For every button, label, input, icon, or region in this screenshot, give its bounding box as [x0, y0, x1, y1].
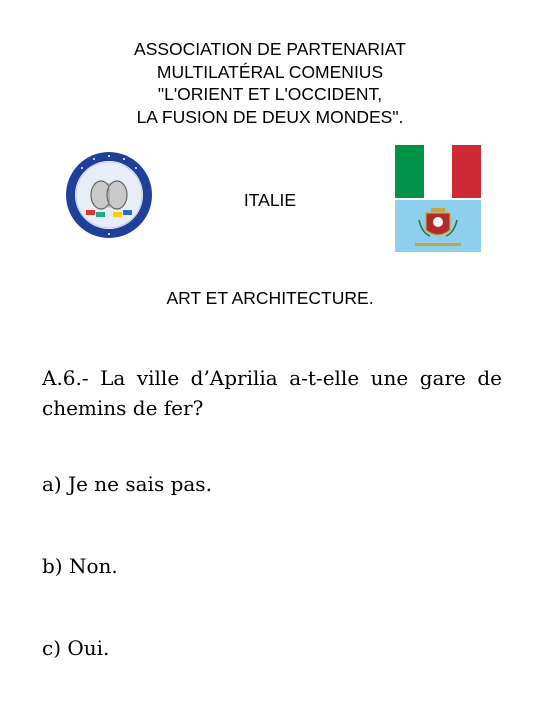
- answer-option-c: c) Oui.: [42, 636, 110, 660]
- header-line-2: MULTILATÉRAL COMENIUS: [156, 61, 384, 82]
- header-line-3: "L'ORIENT ET L'OCCIDENT,: [157, 84, 383, 104]
- country-label: ITALIE: [243, 190, 297, 210]
- answer-option-a: a) Je ne sais pas.: [42, 472, 212, 496]
- comenius-logo-icon: [64, 150, 154, 240]
- document-header: [0, 38, 540, 128]
- lazio-flag-icon: [395, 200, 481, 252]
- header-line-1: ASSOCIATION DE PARTENARIAT: [134, 39, 406, 59]
- question-text: A.6.- La ville d’Aprilia a-t-elle une gare de chemins de fer?: [42, 366, 502, 420]
- header-line-4: LA FUSION DE DEUX MONDES".: [136, 106, 404, 127]
- italy-flag-icon: [395, 145, 481, 198]
- answer-option-b: b) Non.: [42, 554, 118, 578]
- section-title: ART ET ARCHITECTURE.: [166, 288, 374, 308]
